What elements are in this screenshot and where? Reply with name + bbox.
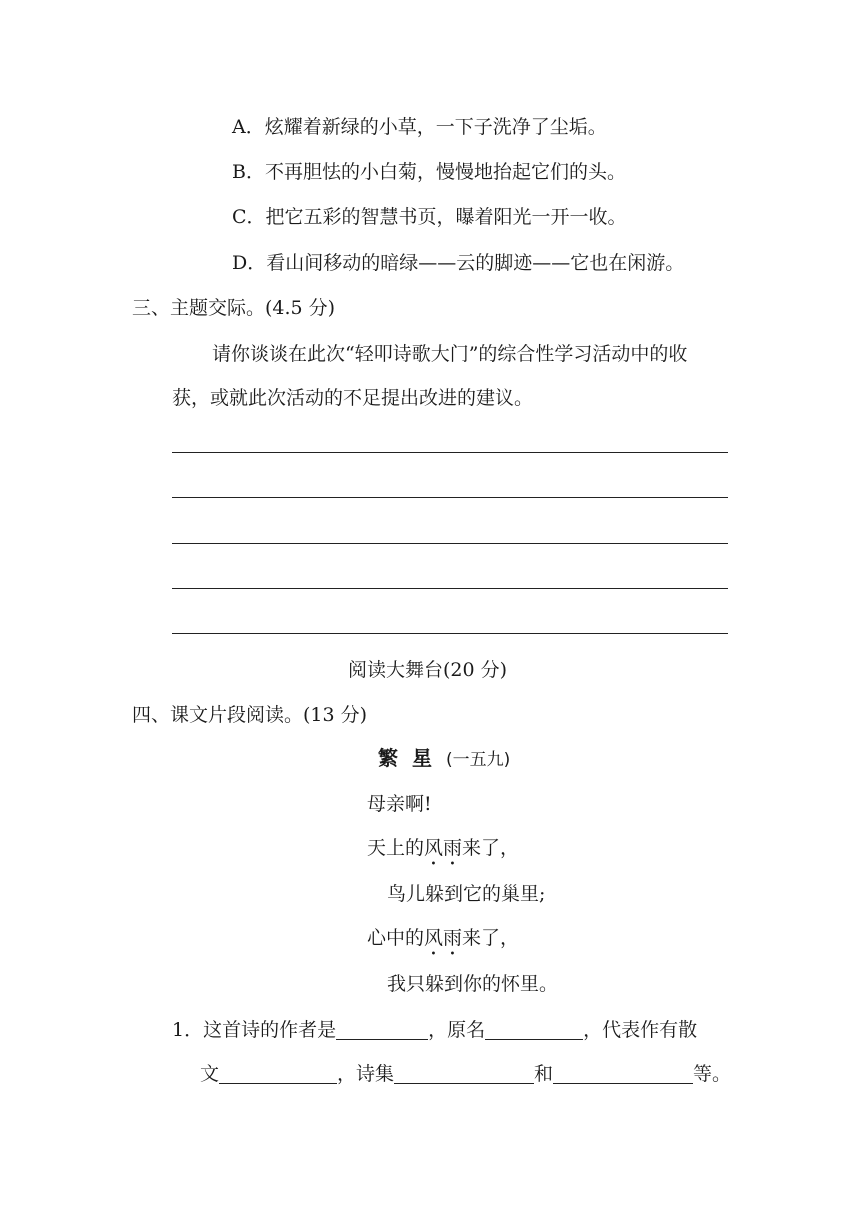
option-b [232, 158, 626, 186]
option-text: 把它五彩的智慧书页，曝着阳光一开一收。 [265, 206, 627, 228]
poem-line-2 [367, 834, 519, 870]
section-3-prompt-line-2: 获，或就此次活动的不足提出改进的建议。 [172, 387, 534, 409]
answer-line[interactable] [172, 497, 728, 498]
option-letter: B． [232, 161, 265, 183]
option-d [232, 249, 684, 277]
poem-title-text: 繁星 [378, 746, 446, 770]
question-1-line-2 [200, 1060, 731, 1088]
question-number: 1． [172, 1019, 204, 1041]
answer-line[interactable] [172, 543, 728, 544]
question-text: ，代表作有散 [583, 1019, 698, 1041]
question-text: ，诗集 [337, 1063, 395, 1085]
poem-text: 来了， [462, 837, 520, 859]
section-3-heading: 三、主题交际。(4.5 分) [132, 297, 336, 319]
question-text: 文 [200, 1063, 220, 1085]
option-letter: D． [232, 252, 267, 274]
answer-line[interactable] [172, 452, 728, 453]
prose-blank[interactable] [219, 1063, 337, 1084]
author-blank[interactable] [336, 1019, 428, 1040]
question-text: 和 [534, 1063, 554, 1085]
question-text: 这首诗的作者是 [203, 1019, 337, 1041]
emphasized-word: 风雨 [424, 837, 463, 859]
poem-line-3: 鸟儿躲到它的巢里; [387, 883, 546, 905]
poem-text: 天上的 [367, 837, 425, 859]
option-text: 不再胆怯的小白菊，慢慢地抬起它们的头。 [264, 161, 626, 183]
emphasized-word: 风雨 [424, 927, 463, 949]
reading-section-title: 阅读大舞台(20 分) [348, 659, 508, 681]
poetry-collection-blank-2[interactable] [553, 1063, 693, 1084]
original-name-blank[interactable] [485, 1019, 583, 1040]
poetry-collection-blank-1[interactable] [394, 1063, 534, 1084]
answer-line[interactable] [172, 633, 728, 634]
poem-line-4 [367, 924, 519, 960]
question-1-line-1 [172, 1016, 697, 1044]
section-4-heading: 四、课文片段阅读。(13 分) [132, 704, 368, 726]
question-text: 等。 [693, 1063, 732, 1085]
option-letter: C． [232, 206, 266, 228]
option-letter: A． [232, 116, 265, 138]
option-c [232, 203, 627, 231]
question-text: ，原名 [428, 1019, 486, 1041]
option-a [232, 113, 607, 141]
option-text: 炫耀着新绿的小草，一下子洗净了尘垢。 [264, 116, 607, 138]
section-3-prompt-line-1: 请你谈谈在此次“轻叩诗歌大门”的综合性学习活动中的收 [212, 343, 688, 365]
poem-title [378, 744, 510, 774]
option-text: 看山间移动的暗绿——云的脚迹——它也在闲游。 [266, 252, 685, 274]
poem-text: 心中的 [367, 927, 425, 949]
poem-line-5: 我只躲到你的怀里。 [387, 973, 559, 995]
answer-line[interactable] [172, 588, 728, 589]
poem-line-1: 母亲啊! [367, 793, 432, 815]
poem-subtitle: (一五九) [446, 750, 511, 770]
poem-text: 来了， [462, 927, 520, 949]
